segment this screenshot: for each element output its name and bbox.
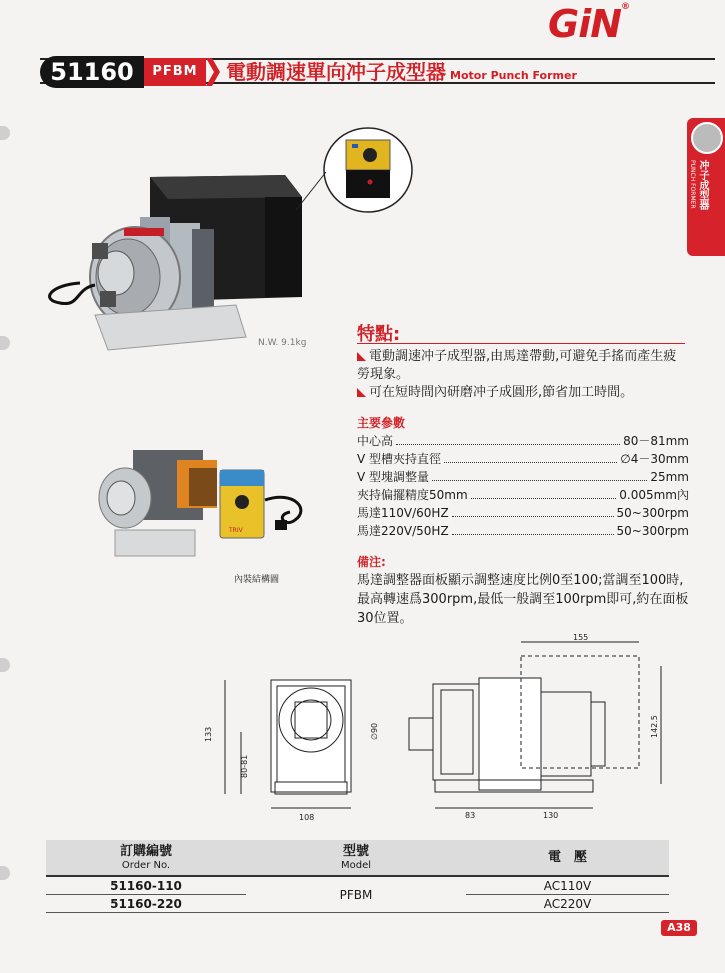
inner-structure-photo [95,440,320,568]
order-no-cell: 51160-110 [46,876,246,895]
voltage-cell: AC220V [466,895,669,913]
dim-dia-90: ∅90 [370,722,379,740]
dim-142-5: 142.5 [650,715,659,738]
order-table [46,840,669,913]
bullet-triangle-icon [357,352,366,361]
notes-heading: 備注: [357,555,386,569]
inner-structure-caption: 內裝結構圖 [234,575,280,585]
header-order-number: 51160 [40,56,144,88]
dim-133: 133 [204,726,213,742]
col-model: 型號 Model [246,840,466,876]
dim-80-81: 80-81 [240,754,249,778]
spec-row: V 型塊調整量 25mm [357,470,689,484]
chevron-right-icon [206,58,222,86]
dim-83: 83 [465,811,476,820]
dim-130: 130 [543,811,559,820]
spec-row: V 型槽夾持直徑 ∅4－30mm [357,452,689,466]
controller-callout [290,122,415,222]
feature-item: 可在短時間內研磨冲子成圓形,節省加工時間。 [357,384,687,402]
spec-row: 中心高 80－81mm [357,434,689,448]
table-row [46,876,669,895]
binder-hole [0,658,10,672]
side-tab-zh: 冲子成型器 [697,160,708,210]
specs-heading: 主要參數 [357,416,406,430]
title-en: Motor Punch Former [450,69,577,82]
page-number: A38 [661,920,697,936]
col-order-no: 訂購編號 Order No. [46,840,246,876]
header-model-badge: PFBM [144,58,206,86]
title-zh: 電動調速單向冲子成型器 [226,60,446,84]
net-weight-label: N.W. 9.1kg [258,338,307,348]
brand-logo: GiN® [548,2,630,46]
side-section-tab[interactable] [687,118,725,256]
dim-108: 108 [299,813,315,822]
dim-155: 155 [573,633,589,642]
punch-former-thumbnail-icon [691,122,723,154]
order-no-cell: 51160-220 [46,895,246,913]
table-header-row [46,840,669,876]
spec-row: 夾持偏擺精度50mm 0.005mm內 [357,488,689,502]
features-heading: 特點: [357,324,401,345]
model-cell: PFBM [246,876,466,913]
bullet-triangle-icon [357,388,366,397]
binder-hole [0,126,10,140]
side-tab-en: PUNCH FORMER [689,160,696,209]
technical-drawing [195,632,695,822]
features-rule [357,343,685,344]
binder-hole [0,336,10,350]
controller-brand-label: TRIV [229,527,243,534]
voltage-cell: AC110V [466,876,669,895]
notes-text: 馬達調整器面板顯示調整速度比例0至100;當調至100時,最高轉速爲300rpm,最低一般調至100rpm即可,約在面板30位置。 [357,573,689,626]
spec-row: 馬達110V/60HZ 50~300rpm [357,506,689,520]
spec-row: 馬達220V/50HZ 50~300rpm [357,524,689,538]
feature-item: 電動調速冲子成型器,由馬達帶動,可避免手搖而產生疲勞現象。 [357,349,677,382]
header-title [226,59,577,89]
binder-hole [0,866,10,880]
col-voltage: 電 壓 [466,840,669,876]
